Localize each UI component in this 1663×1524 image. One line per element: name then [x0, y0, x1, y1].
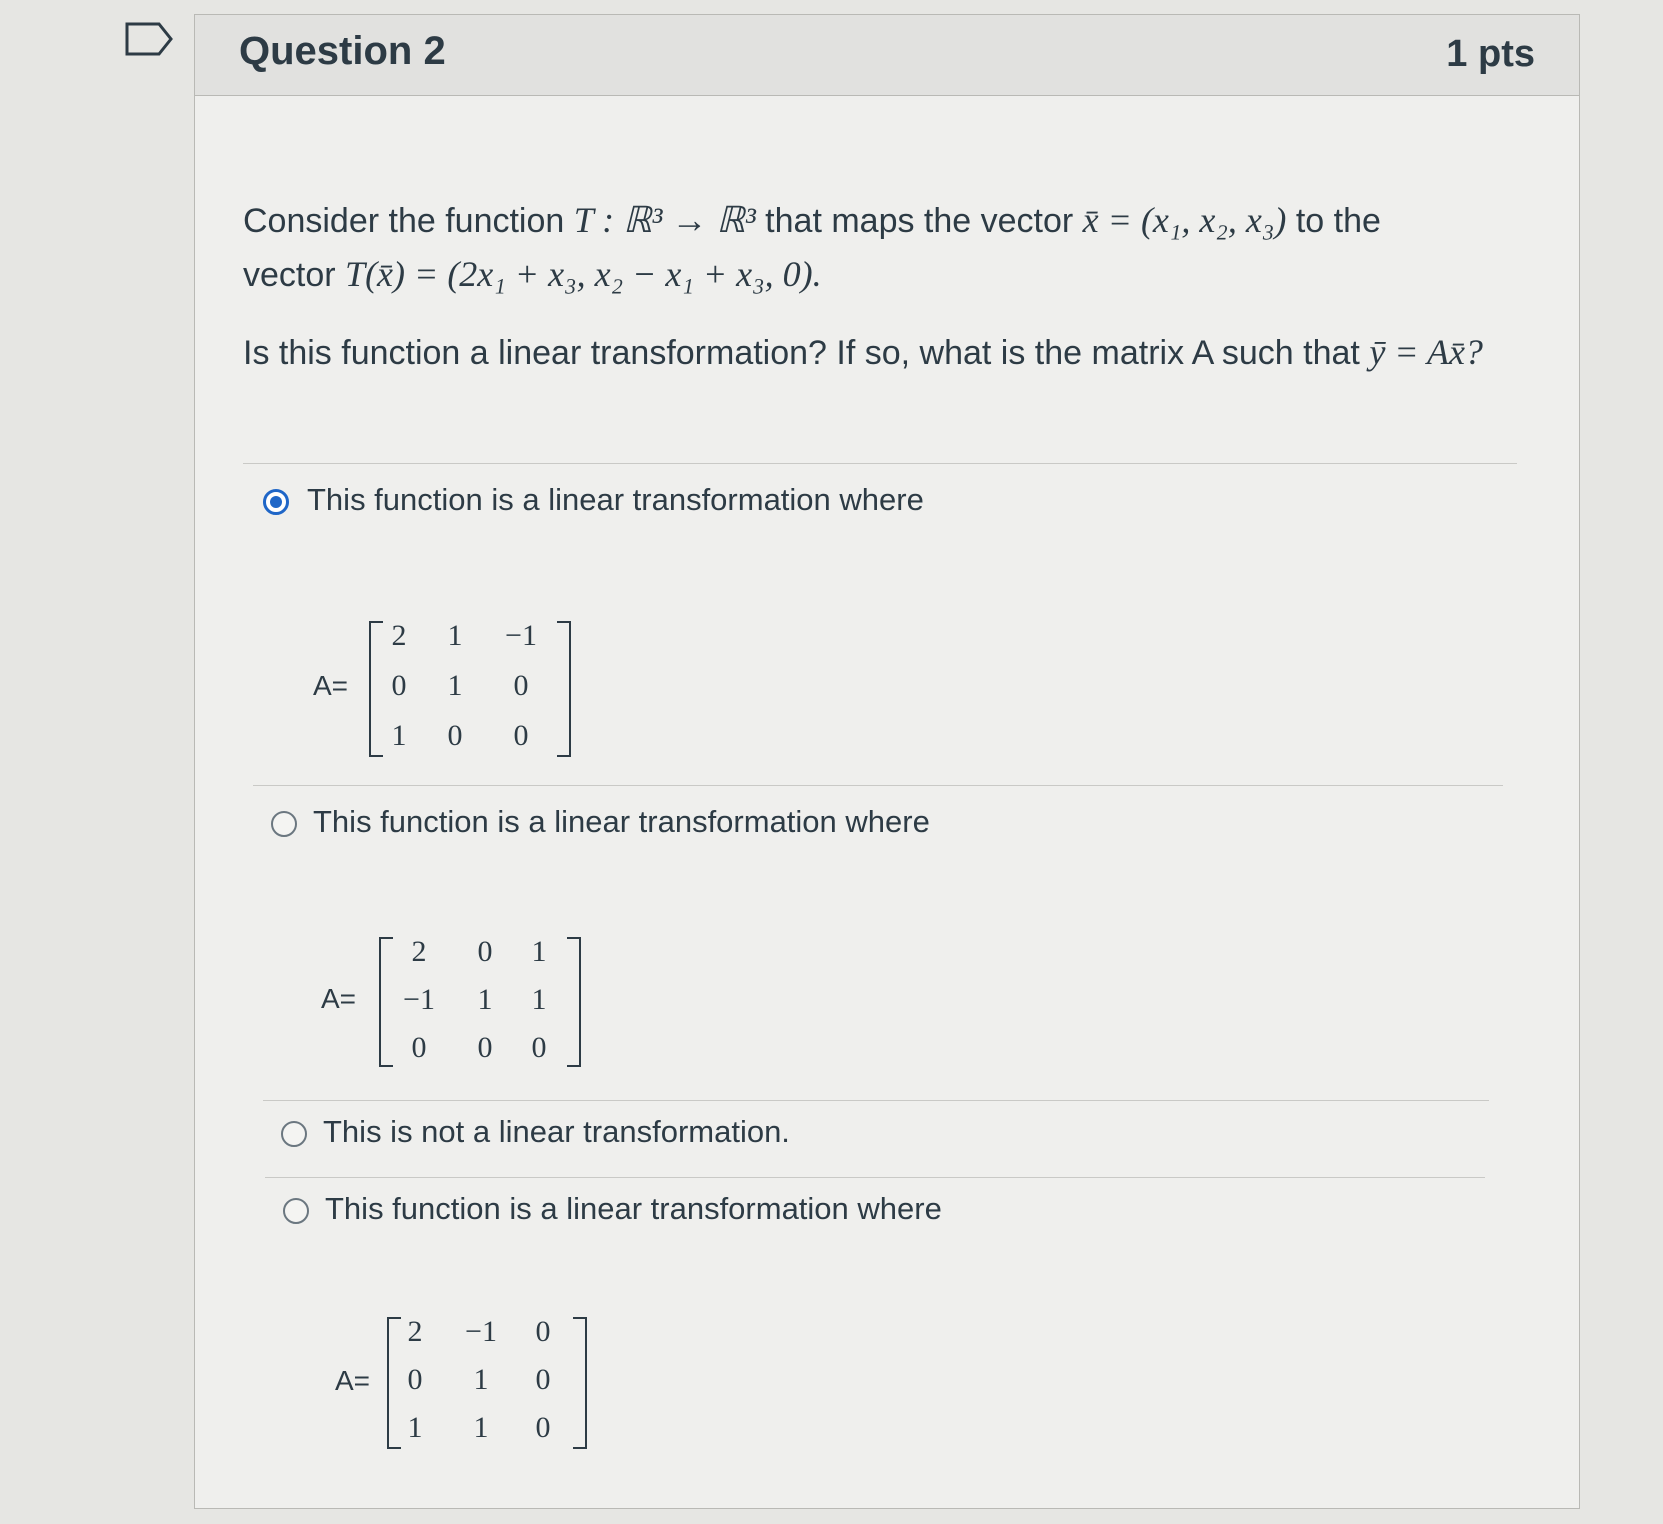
- radio-button[interactable]: [281, 1121, 307, 1147]
- divider: [243, 463, 1517, 464]
- divider: [263, 1100, 1489, 1101]
- matrix-cell: 2: [391, 619, 407, 652]
- matrix-cell: 0: [535, 1363, 551, 1396]
- answer-option-label: This function is a linear transformation where: [325, 1191, 942, 1226]
- flag-question-icon[interactable]: [125, 22, 173, 56]
- matrix-cell: 1: [407, 1411, 423, 1444]
- matrix-cell: 1: [531, 983, 547, 1016]
- matrix-cell: −1: [403, 983, 435, 1016]
- answer-option-label: This is not a linear transformation.: [323, 1114, 790, 1149]
- matrix-cell: 0: [447, 719, 463, 752]
- matrix-cell: 2: [407, 1315, 423, 1348]
- matrix-cell: −1: [465, 1315, 497, 1348]
- matrix-cell: 0: [513, 719, 529, 752]
- radio-button[interactable]: [271, 811, 297, 837]
- matrix-cell: 0: [531, 1031, 547, 1064]
- right-bracket: [557, 621, 571, 757]
- matrix-cell: 0: [407, 1363, 423, 1396]
- question-header: [195, 15, 1579, 96]
- matrix-cell: 1: [391, 719, 407, 752]
- matrix-cell: 1: [531, 935, 547, 968]
- matrix-cell: 0: [535, 1411, 551, 1444]
- question-points: 1 pts: [1446, 33, 1535, 75]
- answer-option-label: This function is a linear transformation where: [313, 804, 930, 839]
- question-text-line3: Is this function a linear transformation? If so, what is the matrix A such that ȳ = Ax̄?: [243, 332, 1483, 372]
- question-text-line2: vector T(x̄) = (2x₁ + x₃, x₂ − x₁ + x₃, 0).: [243, 254, 822, 294]
- divider: [265, 1177, 1485, 1178]
- right-bracket: [567, 937, 581, 1067]
- matrix-cell: 0: [535, 1315, 551, 1348]
- matrix-cell: 1: [477, 983, 493, 1016]
- matrix-cell: 1: [447, 619, 463, 652]
- question-title: Question 2: [239, 29, 446, 73]
- matrix-label: A=: [313, 670, 349, 701]
- divider: [253, 785, 1503, 786]
- matrix-label: A=: [335, 1365, 371, 1396]
- answer-option-label: This function is a linear transformation where: [307, 482, 924, 517]
- matrix-cell: −1: [505, 619, 537, 652]
- question-card: [194, 14, 1580, 1509]
- matrix-label: A=: [321, 983, 357, 1014]
- matrix-cell: 0: [477, 1031, 493, 1064]
- matrix-cell: 1: [473, 1411, 489, 1444]
- matrix-cell: 1: [447, 669, 463, 702]
- matrix-cell: 0: [391, 669, 407, 702]
- matrix-cell: 0: [477, 935, 493, 968]
- matrix-cell: 0: [411, 1031, 427, 1064]
- radio-button-selected[interactable]: [263, 489, 289, 515]
- matrix-cell: 1: [473, 1363, 489, 1396]
- radio-button[interactable]: [283, 1198, 309, 1224]
- matrix-cell: 2: [411, 935, 427, 968]
- right-bracket: [573, 1317, 587, 1449]
- matrix-cell: 0: [513, 669, 529, 702]
- question-text-line1: Consider the function T : ℝ³ → ℝ³ that maps the vector x̄ = (x₁, x₂, x₃) to the: [243, 200, 1381, 240]
